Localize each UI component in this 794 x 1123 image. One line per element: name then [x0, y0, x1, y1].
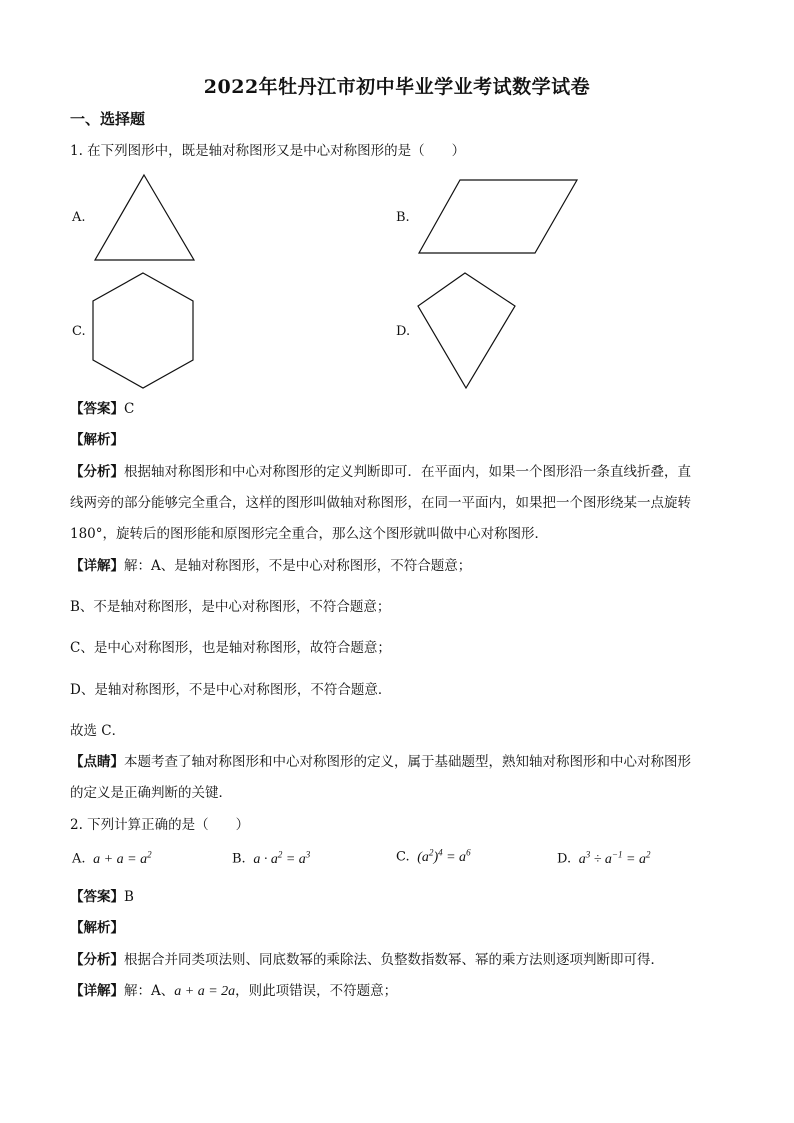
q1-option-b-label: B.: [396, 210, 410, 225]
q2-option-a-label: A.: [72, 851, 86, 867]
q1-option-c-label: C.: [72, 324, 86, 339]
page-title: 2022年牡丹江市初中毕业学业考试数学试卷: [203, 76, 591, 98]
q2-answer: [70, 887, 134, 907]
fenxi-tag: 【分析】: [70, 464, 124, 480]
q2-analysis-tag: 【解析】: [70, 920, 124, 936]
q2-option-d-label: D.: [557, 851, 572, 867]
answer-tag: 【答案】: [70, 401, 124, 417]
q1-option-d-label: D.: [396, 324, 411, 339]
q1-line-d: D、是轴对称图形，不是中心对称图形，不符合题意．: [70, 682, 392, 698]
q2-option-c-formula: $(a^2)^4 = a^6$: [413, 847, 471, 865]
q1-xiangjie-line-1: [70, 556, 471, 576]
q1-line-b: B、不是轴对称图形，是中心对称图形，不符合题意；: [70, 599, 391, 615]
section-heading: 一、选择题: [70, 110, 146, 128]
fenxi-tag: 【分析】: [70, 952, 124, 968]
xiangjie-tag: 【详解】: [70, 558, 124, 574]
dianjing-tag: 【点睛】: [70, 754, 124, 770]
answer-value: C: [124, 401, 135, 417]
q2-option-a-formula: $a + a = a^2$: [89, 849, 152, 867]
kite-figure: [417, 272, 516, 389]
q2-option-d-formula: $a^3 \div a^{-1} = a^2$: [575, 849, 651, 867]
q2-option-b-formula: $a \cdot a^2 = a^3$: [249, 849, 311, 867]
q2-option-c: [396, 847, 471, 866]
answer-tag: 【答案】: [70, 889, 124, 905]
q1-choose: 故选 C．: [70, 723, 126, 739]
q2-option-b-label: B.: [232, 851, 246, 867]
q2-xiangjie-line-1: [70, 981, 397, 1002]
q1-fenxi-line-3: 180°，旋转后的图形能和原图形完全重合，那么这个图形就叫做中心对称图形．: [70, 526, 549, 542]
q2-stem: 2. 下列计算正确的是（ ）: [70, 817, 250, 833]
xiangjie-text-2: ，则此项错误，不符题意；: [235, 983, 398, 999]
hexagon-figure: [92, 272, 195, 389]
q1-answer: [70, 399, 134, 419]
q2-xiangjie-formula: a + a = 2a: [174, 984, 236, 999]
q1-fenxi-line-2: 线两旁的部分能够完全重合，这样的图形叫做轴对称图形，在同一平面内，如果把一个图形绕某一点旋转: [70, 495, 691, 511]
fenxi-text: 根据合并同类项法则、同底数幂的乘除法、负整数指数幂、幂的乘方法则逐项判断即可得．: [124, 952, 664, 968]
q2-option-b: [232, 849, 310, 868]
parallelogram-figure: [418, 179, 578, 254]
q2-option-d: [557, 849, 650, 868]
q1-dianjing-line-1: [70, 752, 691, 772]
dianjing-text: 本题考查了轴对称图形和中心对称图形的定义，属于基础题型，熟知轴对称图形和中心对称图形: [124, 754, 691, 770]
q2-option-c-label: C.: [396, 849, 410, 865]
answer-value: B: [124, 889, 134, 905]
q2-option-a: [72, 849, 152, 868]
q2-fenxi-line-1: [70, 950, 664, 970]
q1-dianjing-line-2: 的定义是正确判断的关键．: [70, 785, 232, 801]
xiangjie-text: 解：A、: [124, 983, 175, 999]
xiangjie-text: 解：A、是轴对称图形，不是中心对称图形，不符合题意；: [124, 558, 472, 574]
q1-option-a-label: A.: [72, 210, 86, 225]
q1-fenxi-line-1: [70, 462, 691, 482]
xiangjie-tag: 【详解】: [70, 983, 124, 999]
triangle-figure: [94, 174, 195, 261]
q1-stem: 1. 在下列图形中，既是轴对称图形又是中心对称图形的是（ ）: [70, 143, 466, 159]
q1-line-c: C、是中心对称图形，也是轴对称图形，故符合题意；: [70, 640, 391, 656]
fenxi-text: 根据轴对称图形和中心对称图形的定义判断即可．在平面内，如果一个图形沿一条直线折叠，直: [124, 464, 691, 480]
q1-analysis-tag: 【解析】: [70, 432, 124, 448]
